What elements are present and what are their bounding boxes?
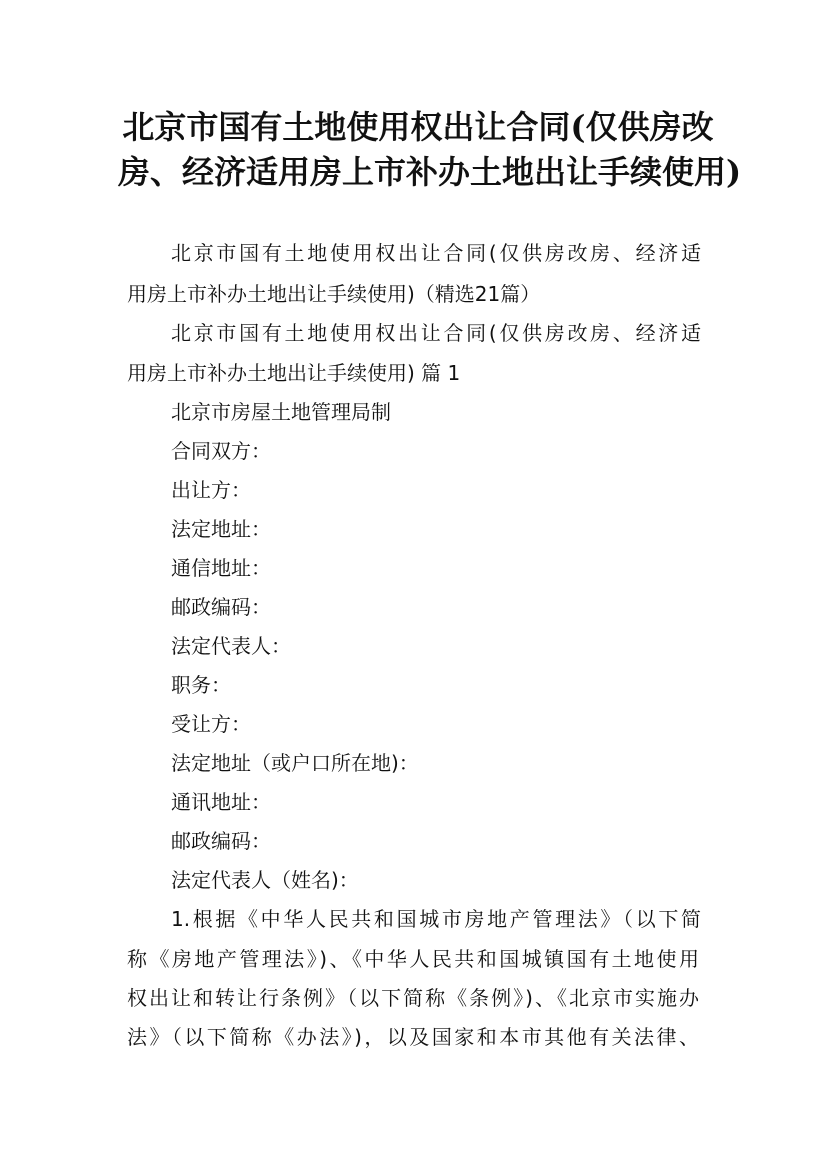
clause-1-line-3: 权出让和转让行条例》（以下简称《条例》)、《北京市实施办 (127, 986, 699, 1010)
section-heading-line-2: 用房上市补办土地出让手续使用) 篇 1 (127, 361, 461, 385)
transferee-legal-address-label: 法定地址（或户口所在地)： (171, 751, 419, 775)
document-title-line-1: 北京市国有土地使用权出让合同(仅供房改 (122, 108, 714, 146)
issuer-line: 北京市房屋土地管理局制 (171, 400, 391, 424)
transferor-position-label: 职务： (171, 673, 231, 697)
transferor-label: 出让方： (171, 478, 251, 502)
transferor-mailing-address-label: 通信地址： (171, 556, 271, 580)
transferee-label: 受让方： (171, 712, 251, 736)
transferee-legal-representative-label: 法定代表人（姓名)： (171, 868, 359, 892)
intro-line-1: 北京市国有土地使用权出让合同(仅供房改房、经济适 (171, 241, 701, 265)
transferor-legal-representative-label: 法定代表人： (171, 634, 291, 658)
clause-1-line-2: 称《房地产管理法》)、《中华人民共和国城镇国有土地使用 (127, 947, 699, 971)
clause-1-line-1: 1.根据《中华人民共和国城市房地产管理法》（以下简 (171, 907, 701, 931)
transferee-postal-code-label: 邮政编码： (171, 829, 271, 853)
transferor-legal-address-label: 法定地址： (171, 517, 271, 541)
section-heading-line-1: 北京市国有土地使用权出让合同(仅供房改房、经济适 (171, 321, 701, 345)
document-title-line-2: 房、经济适用房上市补办土地出让手续使用) (118, 153, 742, 191)
parties-heading: 合同双方： (171, 439, 271, 463)
transferor-postal-code-label: 邮政编码： (171, 595, 271, 619)
clause-1-line-4: 法》（以下简称《办法》)，以及国家和本市其他有关法律、 (127, 1025, 699, 1049)
intro-line-2: 用房上市补办土地出让手续使用)（精选21篇） (127, 282, 541, 306)
transferee-mailing-address-label: 通讯地址： (171, 790, 271, 814)
